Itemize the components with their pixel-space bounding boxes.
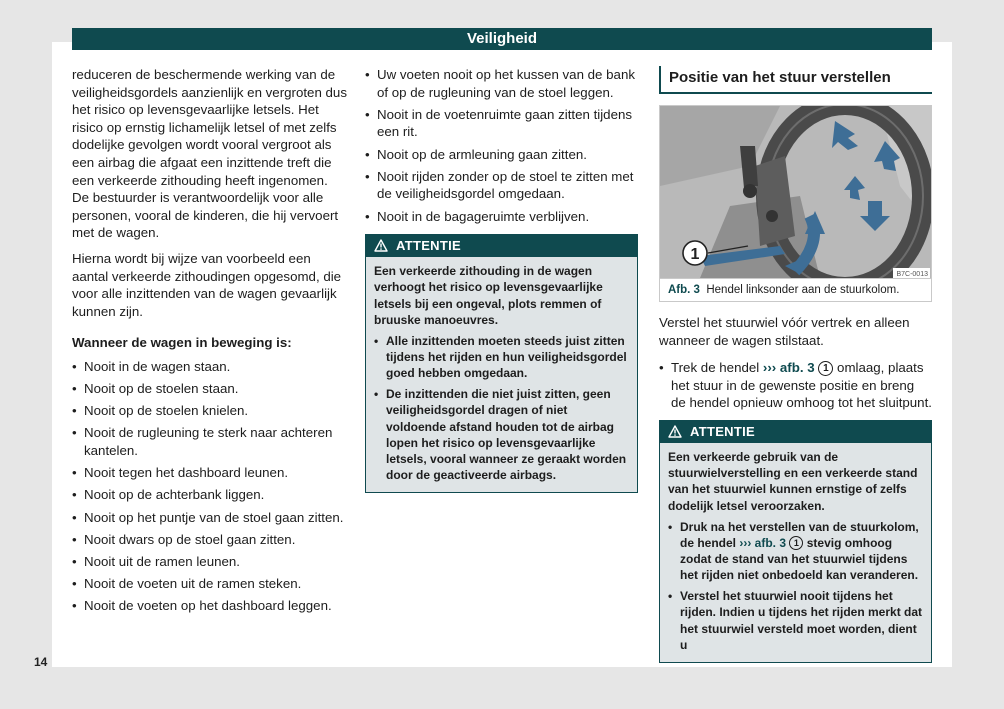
warning-body (660, 443, 931, 662)
warning-item (668, 519, 923, 584)
list-item: • Nooit op de achterbank liggen. (72, 486, 348, 504)
paragraph: reduceren de beschermende werking van de veiligheidsgordels aanzienlijk en vergroten dus het risico op levensgevaarlijke letsels. Het risico op ernstig lichamelijk letsel of met zelfs dodelijke gevolgen wordt vooral vergroot als een airbag die afgaat een inzittende treft die een verkeerde zithouding heeft ingenomen. De bestuurder is verantwoordelijk voor alle personen, vooral de kinderen, die hij vervoert met de wagen. (72, 67, 347, 241)
list-item: • Nooit de voeten op het dashboard leggen. (72, 597, 348, 615)
column-middle (365, 66, 638, 493)
chapter-header: Veiligheid (72, 28, 932, 50)
warning-intro: Een verkeerde gebruik van de stuurwielverstelling en een verkeerde stand van het stuurwiel kunnen ernstige of zelfs dodelijk letsel veroorzaken. (668, 449, 918, 513)
list-item: • Nooit op de stoelen knielen. (72, 402, 348, 420)
list-item: • Nooit de voeten uit de ramen steken. (72, 575, 348, 593)
list-item: • Nooit op de stoelen staan. (72, 380, 348, 398)
list-item: • Nooit in de bagageruimte verblijven. (365, 208, 638, 226)
list-item: • Nooit in de wagen staan. (72, 358, 348, 376)
page-number: 14 (34, 655, 48, 669)
text-segment: omlaag, plaats het stuur in de gewenste positie en breng de hendel opnieuw omhoog tot het sluitpunt. (671, 360, 932, 411)
text-segment: Druk na het verstellen van de stuurkolom, de hendel (680, 519, 919, 550)
list-item: • Uw voeten nooit op het kussen van de bank of op de rugleuning van de stoel leggen. (365, 66, 638, 101)
warning-triangle-icon (374, 239, 388, 252)
column-right (659, 66, 932, 663)
warning-body (366, 257, 637, 492)
list-item: • Nooit op het puntje van de stoel gaan zitten. (72, 509, 348, 527)
list-item: • Nooit uit de ramen leunen. (72, 553, 348, 571)
warning-list (668, 519, 923, 653)
bullet-list (659, 359, 932, 412)
list-item: • Nooit op de armleuning gaan zitten. (365, 146, 638, 164)
warning-header (660, 421, 931, 443)
bullet-list (72, 358, 348, 615)
section-title: Positie van het stuur verstellen (659, 66, 932, 94)
callout-number: 1 (789, 536, 803, 550)
caption-label: Afb. 3 (668, 284, 700, 296)
warning-box (659, 420, 932, 663)
bullet-list (365, 66, 638, 225)
warning-triangle-icon (668, 425, 682, 438)
list-item (659, 359, 932, 412)
warning-title: ATTENTIE (396, 238, 461, 254)
list-item: • Nooit in de voetenruimte gaan zitten tijdens een rit. (365, 106, 638, 141)
text-segment: Trek de hendel (671, 360, 760, 376)
warning-intro: Een verkeerde zithouding in de wagen verhoogt het risico op levensgevaarlijke letsels bij een ongeval, plots remmen of bruuske manoeuvres. (374, 264, 603, 327)
paragraph: Verstel het stuurwiel vóór vertrek en alleen wanneer de wagen stilstaat. (659, 315, 910, 348)
figure (659, 105, 932, 302)
caption-text: Hendel linksonder aan de stuurkolom. (706, 284, 900, 296)
warning-list (374, 333, 629, 483)
warning-title: ATTENTIE (690, 423, 755, 439)
figure-reference-link[interactable]: ››› afb. 3 (762, 360, 815, 376)
warning-item: • De inzittenden die niet juist zitten, geen veiligheidsgordel dragen of niet voldoende afstand houden tot de airbag lopen het risico op levensgevaarlijke letsels, vooral wanneer ze geraakt worden door de geactiveerde airbags. (374, 386, 629, 483)
text-segment: stevig omhoog zodat de stand van het stuurwiel tijdens het rijden niet onbedoeld kan veranderen. (680, 535, 919, 583)
list-item: • Nooit dwars op de stoel gaan zitten. (72, 531, 348, 549)
list-item: • Nooit de rugleuning te sterk naar achteren kantelen. (72, 424, 348, 459)
warning-header (366, 235, 637, 257)
sub-heading: Wanneer de wagen in beweging is: (72, 335, 292, 351)
warning-item: • Verstel het stuurwiel nooit tijdens het rijden. Indien u tijdens het rijden merkt dat het stuurwiel versteld moet worden, dient u (668, 588, 923, 653)
figure-code: B7C-0013 (896, 271, 928, 278)
list-item: • Nooit tegen het dashboard leunen. (72, 464, 348, 482)
figure-callout-number: 1 (690, 246, 700, 263)
column-left (72, 66, 348, 620)
warning-item: • Alle inzittenden moeten steeds juist zitten tijdens het rijden en hun veiligheidsgordel goed hebben omgedaan. (374, 333, 629, 382)
warning-box (365, 234, 638, 493)
paragraph: Hierna wordt bij wijze van voorbeeld een aantal verkeerde zithoudingen opgesomd, die voor alle inzittenden van de wagen gevaarlijk kunnen zijn. (72, 250, 342, 319)
list-item: • Nooit rijden zonder op de stoel te zitten met de veiligheidsgordel omgedaan. (365, 168, 638, 203)
figure-caption (660, 278, 931, 301)
figure-reference-link[interactable]: ››› afb. 3 (739, 535, 787, 550)
callout-number: 1 (818, 361, 833, 376)
steering-column-illustration (660, 106, 931, 278)
